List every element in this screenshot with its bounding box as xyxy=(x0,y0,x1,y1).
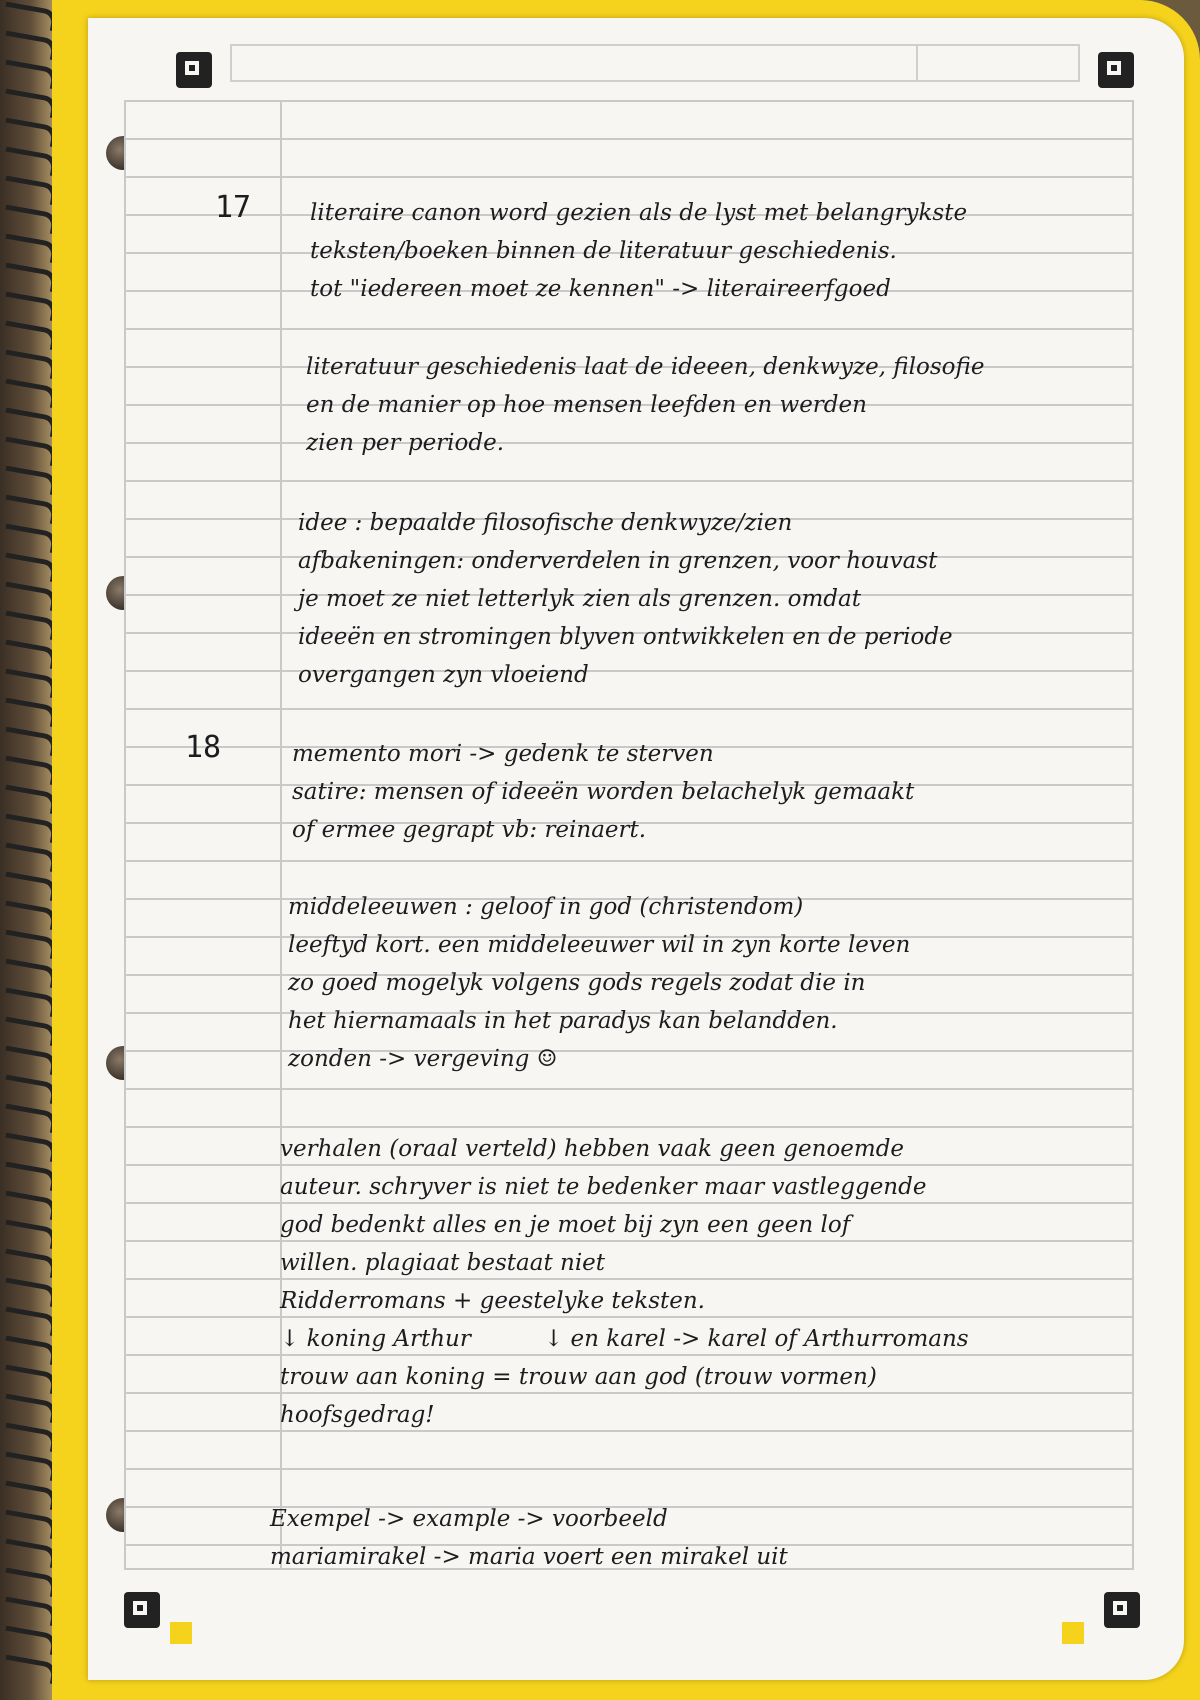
spiral-coil xyxy=(3,1539,59,1569)
spiral-binding xyxy=(0,0,60,1700)
spiral-coil xyxy=(3,1568,59,1598)
spiral-coil xyxy=(3,176,59,206)
spiral-coil xyxy=(3,60,59,90)
spiral-coil xyxy=(3,611,59,641)
note-block-memento-mori xyxy=(292,735,914,849)
note-line: overgangen zyn vloeiend xyxy=(298,662,589,688)
spiral-coil xyxy=(3,1365,59,1395)
spiral-coil xyxy=(3,582,59,612)
spiral-coil xyxy=(3,785,59,815)
spiral-coil xyxy=(3,437,59,467)
header-field xyxy=(230,44,1080,82)
note-block-stories xyxy=(280,1130,969,1434)
spiral-coil xyxy=(3,1046,59,1076)
note-line: zonden -> vergeving ☺ xyxy=(288,1046,558,1072)
spiral-coil xyxy=(3,147,59,177)
spiral-coil xyxy=(3,1452,59,1482)
spiral-coil xyxy=(3,234,59,264)
spiral-coil xyxy=(3,1133,59,1163)
note-line: middeleeuwen : geloof in god (christendom) xyxy=(288,894,804,920)
note-block-idea xyxy=(298,504,953,694)
note-line: je moet ze niet letterlyk zien als grenzen. omdat xyxy=(298,586,861,612)
spiral-coil xyxy=(3,872,59,902)
spiral-coil xyxy=(3,959,59,989)
note-line: zo goed mogelyk volgens gods regels zodat die in xyxy=(288,970,866,996)
note-line: auteur. schryver is niet te bedenker maar vastleggende xyxy=(280,1174,927,1200)
spiral-coil xyxy=(3,1249,59,1279)
note-line: idee : bepaalde filosofische denkwyze/zien xyxy=(298,510,793,536)
corner-marker-bottom-left xyxy=(124,1592,160,1628)
spiral-coil xyxy=(3,350,59,380)
spiral-coil xyxy=(3,1220,59,1250)
spiral-coil xyxy=(3,1394,59,1424)
yellow-square-left xyxy=(170,1622,192,1644)
spiral-coil xyxy=(3,901,59,931)
spiral-coil xyxy=(3,524,59,554)
spiral-coil xyxy=(3,930,59,960)
corner-marker-top-right xyxy=(1098,52,1134,88)
spiral-coil xyxy=(3,843,59,873)
spiral-coil xyxy=(3,1162,59,1192)
spiral-coil xyxy=(3,1307,59,1337)
note-line: willen. plagiaat bestaat niet xyxy=(280,1250,606,1276)
note-line: trouw aan koning = trouw aan god (trouw vormen) xyxy=(280,1364,877,1390)
note-line: tot "iedereen moet ze kennen" -> literaireerfgoed xyxy=(310,276,891,302)
spiral-coil xyxy=(3,263,59,293)
note-line: satire: mensen of ideeën worden belachelyk gemaakt xyxy=(292,779,915,805)
spiral-coil xyxy=(3,1510,59,1540)
yellow-square-right xyxy=(1062,1622,1084,1644)
note-block-exempel xyxy=(270,1500,788,1576)
spiral-coil xyxy=(3,118,59,148)
spiral-coil xyxy=(3,1626,59,1656)
spiral-coil xyxy=(3,1655,59,1685)
spiral-coil xyxy=(3,408,59,438)
corner-marker-bottom-right xyxy=(1104,1592,1140,1628)
note-line: het hiernamaals in het paradys kan belandden. xyxy=(288,1008,838,1034)
spiral-coil xyxy=(3,379,59,409)
spiral-coil xyxy=(3,321,59,351)
spiral-coil xyxy=(3,2,59,32)
spiral-coil xyxy=(3,495,59,525)
note-line: Exempel -> example -> voorbeeld xyxy=(270,1506,668,1532)
note-line: god bedenkt alles en je moet bij zyn een geen lof xyxy=(280,1212,851,1238)
corner-marker-top-left xyxy=(176,52,212,88)
spiral-coil xyxy=(3,1481,59,1511)
note-block-literary-canon xyxy=(310,194,967,308)
spiral-coil xyxy=(3,553,59,583)
spiral-coil xyxy=(3,669,59,699)
note-line: afbakeningen: onderverdelen in grenzen, voor houvast xyxy=(298,548,938,574)
spiral-coil xyxy=(3,89,59,119)
spiral-coil xyxy=(3,698,59,728)
spiral-coil xyxy=(3,31,59,61)
note-line: mariamirakel -> maria voert een mirakel uit xyxy=(270,1544,788,1570)
spiral-coil xyxy=(3,1075,59,1105)
spiral-coil xyxy=(3,1336,59,1366)
spiral-coil xyxy=(3,1278,59,1308)
spiral-coil xyxy=(3,292,59,322)
note-line: ideeën en stromingen blyven ontwikkelen en de periode xyxy=(298,624,953,650)
spiral-coil xyxy=(3,756,59,786)
note-line: literaire canon word gezien als de lyst met belangrykste xyxy=(310,200,968,226)
note-line: leeftyd kort. een middeleeuwer wil in zyn korte leven xyxy=(288,932,911,958)
spiral-coil xyxy=(3,1597,59,1627)
note-line: Ridderromans + geestelyke teksten. xyxy=(280,1288,705,1314)
note-line: en de manier op hoe mensen leefden en werden xyxy=(306,392,867,418)
spiral-coil xyxy=(3,1423,59,1453)
spiral-coil xyxy=(3,640,59,670)
note-line: memento mori -> gedenk te sterven xyxy=(292,741,714,767)
note-line: hoofsgedrag! xyxy=(280,1402,435,1428)
spiral-coil xyxy=(3,1017,59,1047)
note-line: literatuur geschiedenis laat de ideeen, denkwyze, filosofie xyxy=(306,354,985,380)
spiral-coil xyxy=(3,1104,59,1134)
note-line: of ermee gegrapt vb: reinaert. xyxy=(292,817,647,843)
spiral-coil xyxy=(3,727,59,757)
note-line: zien per periode. xyxy=(306,430,505,456)
section-number-18: 18 xyxy=(185,730,222,765)
spiral-coil xyxy=(3,814,59,844)
spiral-coil xyxy=(3,1191,59,1221)
note-line: ↓ koning Arthur ↓ en karel -> karel of Arthurromans xyxy=(280,1326,969,1352)
section-number-17: 17 xyxy=(215,190,252,225)
note-line: verhalen (oraal verteld) hebben vaak geen genoemde xyxy=(280,1136,905,1162)
spiral-coil xyxy=(3,466,59,496)
spiral-coil xyxy=(3,988,59,1018)
note-block-literature-history xyxy=(306,348,984,462)
note-line: teksten/boeken binnen de literatuur geschiedenis. xyxy=(310,238,897,264)
note-block-middle-ages xyxy=(288,888,910,1078)
spiral-coil xyxy=(3,205,59,235)
